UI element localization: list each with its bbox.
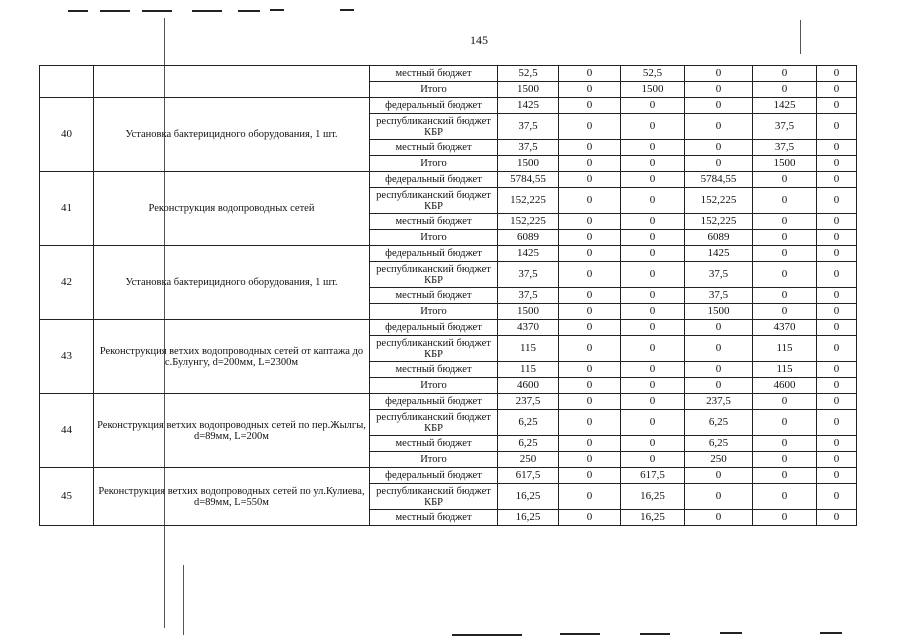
amount-cell: 152,225 [498,214,559,230]
amount-cell: 0 [559,114,621,140]
funding-source: местный бюджет [370,436,498,452]
amount-cell: 0 [621,188,685,214]
funding-source: Итого [370,156,498,172]
funding-source: местный бюджет [370,362,498,378]
amount-cell: 0 [559,140,621,156]
funding-source: Итого [370,378,498,394]
item-number: 45 [40,468,94,526]
amount-cell: 0 [753,66,817,82]
amount-cell: 0 [685,114,753,140]
amount-cell: 0 [559,262,621,288]
amount-cell: 0 [753,246,817,262]
amount-cell: 16,25 [621,484,685,510]
amount-cell: 0 [621,410,685,436]
amount-cell: 0 [559,172,621,188]
item-name: Реконструкция ветхих водопроводных сетей по ул.Кулиева, d=89мм, L=550м [94,468,370,526]
funding-source: республиканский бюджет КБР [370,188,498,214]
amount-cell: 0 [685,362,753,378]
item-number: 41 [40,172,94,246]
table-row [40,66,857,82]
amount-cell: 0 [559,394,621,410]
amount-cell: 6089 [685,230,753,246]
funding-source: республиканский бюджет КБР [370,114,498,140]
amount-cell: 0 [753,394,817,410]
scan-artifact-bottom [560,633,600,635]
amount-cell: 4600 [753,378,817,394]
table-row [40,394,857,410]
amount-cell: 0 [621,156,685,172]
amount-cell: 0 [559,436,621,452]
scan-artifact-top [100,10,130,12]
amount-cell: 0 [817,172,857,188]
amount-cell: 0 [817,114,857,140]
amount-cell: 16,25 [498,484,559,510]
amount-cell: 0 [817,304,857,320]
amount-cell: 115 [753,336,817,362]
amount-cell: 0 [621,320,685,336]
amount-cell: 0 [621,140,685,156]
amount-cell: 0 [817,452,857,468]
amount-cell: 0 [685,378,753,394]
amount-cell: 0 [621,230,685,246]
amount-cell: 0 [753,82,817,98]
amount-cell: 1425 [498,98,559,114]
amount-cell: 0 [559,484,621,510]
funding-source: федеральный бюджет [370,172,498,188]
amount-cell: 0 [753,468,817,484]
amount-cell: 0 [817,262,857,288]
amount-cell: 115 [498,336,559,362]
funding-source: Итого [370,230,498,246]
amount-cell: 0 [817,484,857,510]
amount-cell: 152,225 [498,188,559,214]
scan-artifact-bottom [720,632,742,634]
amount-cell: 115 [498,362,559,378]
scan-artifact-fold [183,565,184,635]
amount-cell: 0 [817,66,857,82]
amount-cell: 37,5 [753,114,817,140]
amount-cell: 0 [753,410,817,436]
budget-table [39,65,857,526]
amount-cell: 0 [753,188,817,214]
funding-source: местный бюджет [370,510,498,526]
funding-source: республиканский бюджет КБР [370,336,498,362]
item-name [94,66,370,98]
amount-cell: 0 [753,262,817,288]
amount-cell: 0 [817,214,857,230]
amount-cell: 0 [685,140,753,156]
funding-source: местный бюджет [370,66,498,82]
amount-cell: 1500 [685,304,753,320]
amount-cell: 152,225 [685,214,753,230]
amount-cell: 0 [559,336,621,362]
table-row [40,172,857,188]
amount-cell: 0 [685,156,753,172]
amount-cell: 0 [559,288,621,304]
amount-cell: 0 [753,288,817,304]
amount-cell: 250 [498,452,559,468]
amount-cell: 0 [559,66,621,82]
item-number: 44 [40,394,94,468]
amount-cell: 0 [621,452,685,468]
scan-artifact-bottom [640,633,670,635]
amount-cell: 0 [753,510,817,526]
amount-cell: 37,5 [498,114,559,140]
amount-cell: 237,5 [685,394,753,410]
amount-cell: 237,5 [498,394,559,410]
amount-cell: 1500 [621,82,685,98]
funding-source: федеральный бюджет [370,246,498,262]
amount-cell: 0 [817,230,857,246]
scan-artifact-top [238,10,260,12]
amount-cell: 0 [817,288,857,304]
item-name: Реконструкция ветхих водопроводных сетей по пер.Жылгы, d=89мм, L=200м [94,394,370,468]
amount-cell: 0 [621,336,685,362]
amount-cell: 0 [621,288,685,304]
amount-cell: 0 [753,230,817,246]
amount-cell: 52,5 [498,66,559,82]
amount-cell: 5784,55 [685,172,753,188]
amount-cell: 617,5 [498,468,559,484]
amount-cell: 1500 [498,304,559,320]
amount-cell: 0 [621,98,685,114]
funding-source: местный бюджет [370,288,498,304]
amount-cell: 16,25 [498,510,559,526]
page-number: 145 [470,33,488,47]
amount-cell: 0 [621,214,685,230]
amount-cell: 0 [559,320,621,336]
amount-cell: 4600 [498,378,559,394]
funding-source: Итого [370,82,498,98]
funding-source: Итого [370,304,498,320]
scan-artifact-top [270,9,284,11]
amount-cell: 37,5 [753,140,817,156]
scan-artifact-bottom [452,634,522,636]
amount-cell: 0 [753,172,817,188]
amount-cell: 1425 [685,246,753,262]
amount-cell: 0 [817,510,857,526]
amount-cell: 4370 [498,320,559,336]
amount-cell: 0 [621,378,685,394]
amount-cell: 0 [559,510,621,526]
amount-cell: 0 [559,468,621,484]
amount-cell: 0 [817,410,857,436]
funding-source: местный бюджет [370,140,498,156]
scan-artifact-top [340,9,354,11]
amount-cell: 0 [753,214,817,230]
amount-cell: 37,5 [685,262,753,288]
amount-cell: 0 [753,436,817,452]
table-row [40,98,857,114]
amount-cell: 6,25 [498,410,559,436]
amount-cell: 0 [817,188,857,214]
funding-source: федеральный бюджет [370,394,498,410]
amount-cell: 0 [685,98,753,114]
amount-cell: 0 [753,484,817,510]
amount-cell: 1500 [498,156,559,172]
amount-cell: 6,25 [685,410,753,436]
table-row [40,246,857,262]
funding-source: федеральный бюджет [370,468,498,484]
amount-cell: 4370 [753,320,817,336]
amount-cell: 0 [817,378,857,394]
scan-artifact-top [68,10,88,12]
amount-cell: 0 [753,304,817,320]
amount-cell: 0 [559,304,621,320]
item-number: 40 [40,98,94,172]
table-row [40,468,857,484]
amount-cell: 1500 [498,82,559,98]
amount-cell: 0 [685,82,753,98]
amount-cell: 0 [817,436,857,452]
amount-cell: 0 [685,320,753,336]
amount-cell: 115 [753,362,817,378]
amount-cell: 0 [621,394,685,410]
amount-cell: 0 [817,362,857,378]
amount-cell: 16,25 [621,510,685,526]
amount-cell: 0 [817,140,857,156]
amount-cell: 1425 [753,98,817,114]
amount-cell: 0 [559,362,621,378]
amount-cell: 617,5 [621,468,685,484]
amount-cell: 0 [685,468,753,484]
funding-source: республиканский бюджет КБР [370,410,498,436]
item-name: Реконструкция водопроводных сетей [94,172,370,246]
amount-cell: 0 [621,114,685,140]
amount-cell: 0 [559,230,621,246]
item-number [40,66,94,98]
amount-cell: 6,25 [685,436,753,452]
amount-cell: 0 [621,262,685,288]
amount-cell: 0 [559,410,621,436]
amount-cell: 0 [817,394,857,410]
amount-cell: 0 [817,98,857,114]
scan-artifact-bottom [820,632,842,634]
scan-artifact-right [800,20,801,54]
scan-artifact-top [192,10,222,12]
item-name: Реконструкция ветхих водопроводных сетей от каптажа до с.Булунгу, d=200мм, L=2300м [94,320,370,394]
amount-cell: 0 [621,304,685,320]
amount-cell: 0 [559,188,621,214]
item-name: Установка бактерицидного оборудования, 1 шт. [94,246,370,320]
funding-source: республиканский бюджет КБР [370,484,498,510]
amount-cell: 0 [559,156,621,172]
amount-cell: 0 [817,246,857,262]
funding-source: местный бюджет [370,214,498,230]
amount-cell: 1500 [753,156,817,172]
amount-cell: 0 [559,378,621,394]
amount-cell: 0 [621,362,685,378]
amount-cell: 0 [559,246,621,262]
amount-cell: 0 [685,484,753,510]
amount-cell: 0 [621,436,685,452]
amount-cell: 1425 [498,246,559,262]
amount-cell: 0 [817,320,857,336]
amount-cell: 6089 [498,230,559,246]
funding-source: федеральный бюджет [370,320,498,336]
amount-cell: 37,5 [498,140,559,156]
funding-source: Итого [370,452,498,468]
amount-cell: 152,225 [685,188,753,214]
item-name: Установка бактерицидного оборудования, 1 шт. [94,98,370,172]
amount-cell: 0 [817,156,857,172]
amount-cell: 0 [559,214,621,230]
item-number: 43 [40,320,94,394]
amount-cell: 250 [685,452,753,468]
item-number: 42 [40,246,94,320]
funding-source: республиканский бюджет КБР [370,262,498,288]
amount-cell: 0 [817,82,857,98]
amount-cell: 37,5 [685,288,753,304]
amount-cell: 0 [817,336,857,362]
amount-cell: 0 [621,246,685,262]
table-row [40,320,857,336]
amount-cell: 0 [559,98,621,114]
scan-artifact-top [142,10,172,12]
amount-cell: 37,5 [498,262,559,288]
amount-cell: 6,25 [498,436,559,452]
amount-cell: 0 [685,510,753,526]
amount-cell: 0 [685,336,753,362]
amount-cell: 37,5 [498,288,559,304]
amount-cell: 0 [817,468,857,484]
amount-cell: 0 [559,452,621,468]
amount-cell: 5784,55 [498,172,559,188]
amount-cell: 0 [685,66,753,82]
amount-cell: 52,5 [621,66,685,82]
amount-cell: 0 [621,172,685,188]
funding-source: федеральный бюджет [370,98,498,114]
amount-cell: 0 [753,452,817,468]
amount-cell: 0 [559,82,621,98]
